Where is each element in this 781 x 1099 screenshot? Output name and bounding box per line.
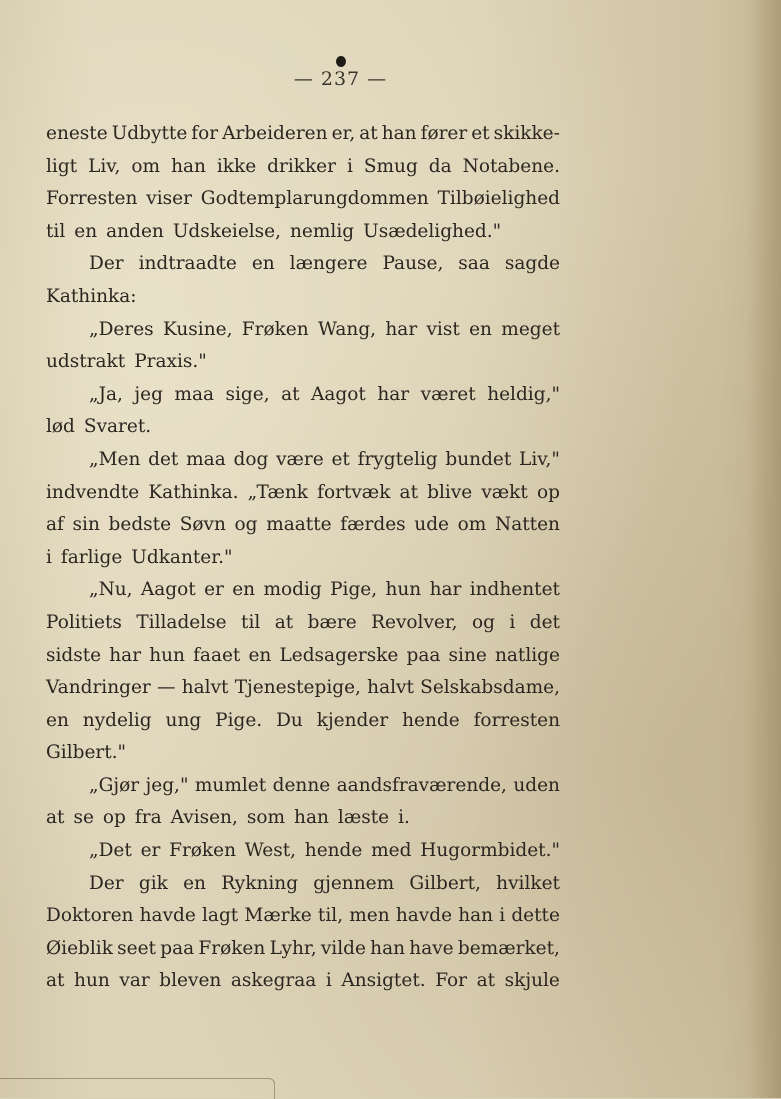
word: Mærke — [244, 905, 312, 927]
word: lød — [46, 416, 75, 438]
word: i — [346, 155, 353, 177]
word: maa — [186, 448, 226, 470]
word: en — [248, 644, 272, 666]
word: Natten — [495, 514, 560, 536]
word: skjule — [504, 970, 560, 992]
word: drikker — [267, 155, 336, 177]
word: Arbeideren — [222, 123, 328, 144]
word: sidste — [46, 644, 102, 666]
word: vækt — [481, 481, 528, 503]
word: sagde — [504, 253, 560, 275]
word: Selskabsdame, — [420, 677, 560, 699]
word: om — [131, 155, 161, 177]
word: sige, — [225, 383, 270, 405]
text-line — [46, 183, 560, 216]
word: har — [377, 383, 410, 405]
word: at — [399, 481, 419, 503]
word: har — [429, 579, 462, 601]
text-line — [46, 477, 560, 510]
word: og — [471, 611, 495, 633]
word: Udbytte — [111, 123, 188, 144]
text-line — [46, 770, 560, 803]
text-line — [46, 868, 560, 901]
word: om — [457, 514, 487, 536]
word: Lyhr, — [269, 937, 317, 959]
word: have — [409, 937, 454, 959]
word: hende — [304, 840, 363, 862]
word: af — [46, 514, 64, 536]
word: han — [381, 123, 417, 144]
word: Tjenestepige, — [234, 677, 361, 699]
word: Du — [276, 709, 303, 731]
word: Wang, — [317, 318, 377, 340]
word: færdes — [340, 514, 406, 536]
word: indhentet — [469, 579, 560, 601]
text-line — [46, 248, 560, 281]
word: et — [331, 448, 350, 470]
word: bemærket, — [457, 937, 560, 959]
word: ude — [414, 514, 450, 536]
word: ligt — [46, 155, 78, 177]
word: at — [46, 970, 65, 992]
word: Liv, — [88, 155, 121, 177]
word: i — [325, 970, 332, 992]
word: gik — [138, 872, 168, 894]
text-line — [46, 640, 560, 673]
word: vist — [426, 318, 460, 340]
word: han — [171, 155, 206, 177]
word: Revolver, — [371, 611, 458, 633]
word: Søvn — [179, 514, 226, 536]
word: nemlig — [290, 220, 355, 242]
word: en — [183, 872, 206, 894]
word: meget — [501, 318, 560, 340]
word: nydelig — [82, 709, 152, 731]
text-line — [46, 574, 560, 607]
word: lagt — [202, 905, 239, 927]
word: bleven — [159, 970, 222, 992]
word: „Det — [89, 840, 132, 862]
word: paa — [160, 937, 195, 959]
word: havde — [395, 905, 453, 927]
word: Tilladelse — [136, 611, 227, 633]
text-line — [46, 705, 560, 738]
word: — — [157, 677, 176, 699]
word: Liv," — [519, 448, 560, 470]
word: da — [428, 155, 452, 177]
word: modig — [263, 579, 322, 601]
word: i — [509, 611, 516, 633]
word: hende — [402, 709, 460, 731]
word: se — [73, 807, 94, 829]
word: Ansigtet. — [341, 970, 426, 992]
word: er — [204, 579, 224, 601]
text-line — [46, 607, 560, 640]
word: sin — [72, 514, 100, 536]
word: at — [274, 611, 294, 633]
word: fører — [420, 123, 468, 144]
word: Aagot — [311, 383, 366, 405]
word: hun — [74, 970, 110, 992]
page-number: — 237 — — [293, 68, 388, 90]
word: paa — [406, 644, 441, 666]
word: i. — [398, 807, 410, 829]
word: han — [370, 937, 406, 959]
word: „Tænk — [247, 481, 308, 503]
word: gjennem — [313, 872, 395, 894]
word: vilde — [320, 937, 366, 959]
word: „Gjør — [89, 774, 140, 796]
ink-spot — [336, 56, 346, 67]
word: frygtelig — [357, 448, 438, 470]
body-text — [46, 118, 560, 998]
word: Gilbert." — [46, 742, 127, 764]
word: Doktoren — [46, 905, 134, 927]
word: en — [74, 220, 98, 242]
word: Politiets — [46, 611, 122, 633]
word: forresten — [473, 709, 560, 731]
word: det — [148, 448, 179, 470]
page-edge-shadow — [747, 0, 781, 1098]
word: Smug — [363, 155, 418, 177]
word: Udkanter." — [131, 546, 233, 568]
word: op — [102, 807, 126, 829]
word: skikke- — [493, 123, 560, 144]
word: „Nu, — [89, 579, 133, 601]
word: hun — [385, 579, 422, 601]
word: Forresten — [46, 188, 138, 210]
word: at — [281, 383, 300, 405]
word: Vandringer — [46, 677, 151, 699]
word: indvendte — [46, 481, 140, 503]
text-line — [46, 933, 560, 966]
word: har — [385, 318, 418, 340]
word: „Deres — [89, 318, 154, 340]
word: en — [469, 318, 492, 340]
word: en — [232, 579, 256, 601]
word: dog — [233, 448, 269, 470]
word: var — [119, 970, 150, 992]
word: et — [471, 123, 490, 144]
word: med — [371, 840, 412, 862]
text-line — [46, 281, 560, 314]
word: Hugormbidet." — [420, 840, 560, 862]
word: halvt — [367, 677, 414, 699]
text-line — [46, 802, 560, 835]
text-line — [46, 314, 560, 347]
word: han — [458, 905, 494, 927]
word: anden — [106, 220, 164, 242]
word: Øieblik — [46, 937, 113, 959]
word: eneste — [46, 123, 108, 144]
word: Svaret. — [83, 416, 152, 438]
word: bære — [307, 611, 357, 633]
word: Pige. — [215, 709, 263, 731]
text-line — [46, 151, 560, 184]
word: fortvæk — [317, 481, 391, 503]
word: Avisen, — [170, 807, 238, 829]
word: Aagot — [140, 579, 196, 601]
word: i — [499, 905, 506, 927]
word: til — [46, 220, 66, 242]
word: Kusine, — [162, 318, 233, 340]
word: seet — [117, 937, 156, 959]
text-line — [46, 444, 560, 477]
word: bedste — [108, 514, 172, 536]
text-line — [46, 672, 560, 705]
word: For — [435, 970, 468, 992]
word: Usædelighed." — [363, 220, 502, 242]
word: Gilbert, — [409, 872, 481, 894]
word: Pause, — [382, 253, 444, 275]
word: Udskeielse, — [172, 220, 282, 242]
word: Frøken — [198, 937, 266, 959]
word: Praxis." — [134, 351, 207, 373]
word: jeg — [134, 383, 163, 405]
page-bottom-edge — [0, 1078, 275, 1099]
word: Kathinka. — [148, 481, 239, 503]
word: hun — [149, 644, 185, 666]
word: farlige — [60, 546, 123, 568]
word: at — [476, 970, 496, 992]
word: til, — [317, 905, 344, 927]
word: det — [529, 611, 560, 633]
word: mumlet — [194, 774, 267, 796]
word: været — [420, 383, 476, 405]
word: Godtemplarungdommen — [200, 188, 429, 210]
word: men — [349, 905, 390, 927]
word: blive — [427, 481, 473, 503]
word: Rykning — [221, 872, 299, 894]
word: Tilbøielighed — [437, 188, 560, 210]
word: uden — [513, 774, 560, 796]
word: Der — [89, 253, 124, 275]
word: læste — [337, 807, 390, 829]
word: udstrakt — [46, 351, 126, 373]
text-line — [46, 346, 560, 379]
word: en — [251, 253, 275, 275]
word: Ledsagerske — [279, 644, 399, 666]
text-line — [46, 216, 560, 249]
word: har — [109, 644, 142, 666]
text-line — [46, 965, 560, 998]
word: Notabene. — [462, 155, 560, 177]
text-line — [46, 737, 560, 770]
word: „Men — [89, 448, 141, 470]
word: Der — [89, 872, 124, 894]
word: ung — [165, 709, 202, 731]
word: og — [234, 514, 258, 536]
word: er — [140, 840, 161, 862]
word: Frøken — [241, 318, 309, 340]
word: Frøken — [169, 840, 237, 862]
word: kjender — [316, 709, 389, 731]
word: Pige, — [330, 579, 378, 601]
word: halvt — [181, 677, 229, 699]
word: at — [46, 807, 65, 829]
word: at — [359, 123, 378, 144]
word: Kathinka: — [46, 285, 137, 307]
word: West, — [244, 840, 297, 862]
word: op — [536, 481, 560, 503]
word: fra — [134, 807, 162, 829]
word: han — [294, 807, 329, 829]
word: natlige — [494, 644, 560, 666]
text-line — [46, 542, 560, 575]
word: denne — [272, 774, 331, 796]
text-line — [46, 411, 560, 444]
text-line — [46, 118, 560, 151]
text-line — [46, 509, 560, 542]
word: havde — [139, 905, 196, 927]
word: som — [246, 807, 286, 829]
word: jeg," — [145, 774, 189, 796]
word: maatte — [266, 514, 332, 536]
text-line — [46, 900, 560, 933]
word: hvilket — [496, 872, 560, 894]
word: aandsfraværende, — [336, 774, 507, 796]
word: bundet — [445, 448, 512, 470]
word: saa — [458, 253, 490, 275]
word: sine — [448, 644, 487, 666]
word: „Ja, — [89, 383, 123, 405]
word: en — [46, 709, 69, 731]
word: ikke — [216, 155, 257, 177]
word: indtraadte — [138, 253, 237, 275]
word: heldig," — [487, 383, 560, 405]
text-line — [46, 379, 560, 412]
word: længere — [289, 253, 368, 275]
word: viser — [146, 188, 192, 210]
word: til — [241, 611, 261, 633]
word: for — [191, 123, 219, 144]
text-line — [46, 835, 560, 868]
word: maa — [174, 383, 215, 405]
word: være — [276, 448, 324, 470]
word: faaet — [193, 644, 241, 666]
word: i — [46, 546, 52, 568]
word: askegraa — [230, 970, 317, 992]
word: dette — [511, 905, 560, 927]
word: er, — [331, 123, 356, 144]
